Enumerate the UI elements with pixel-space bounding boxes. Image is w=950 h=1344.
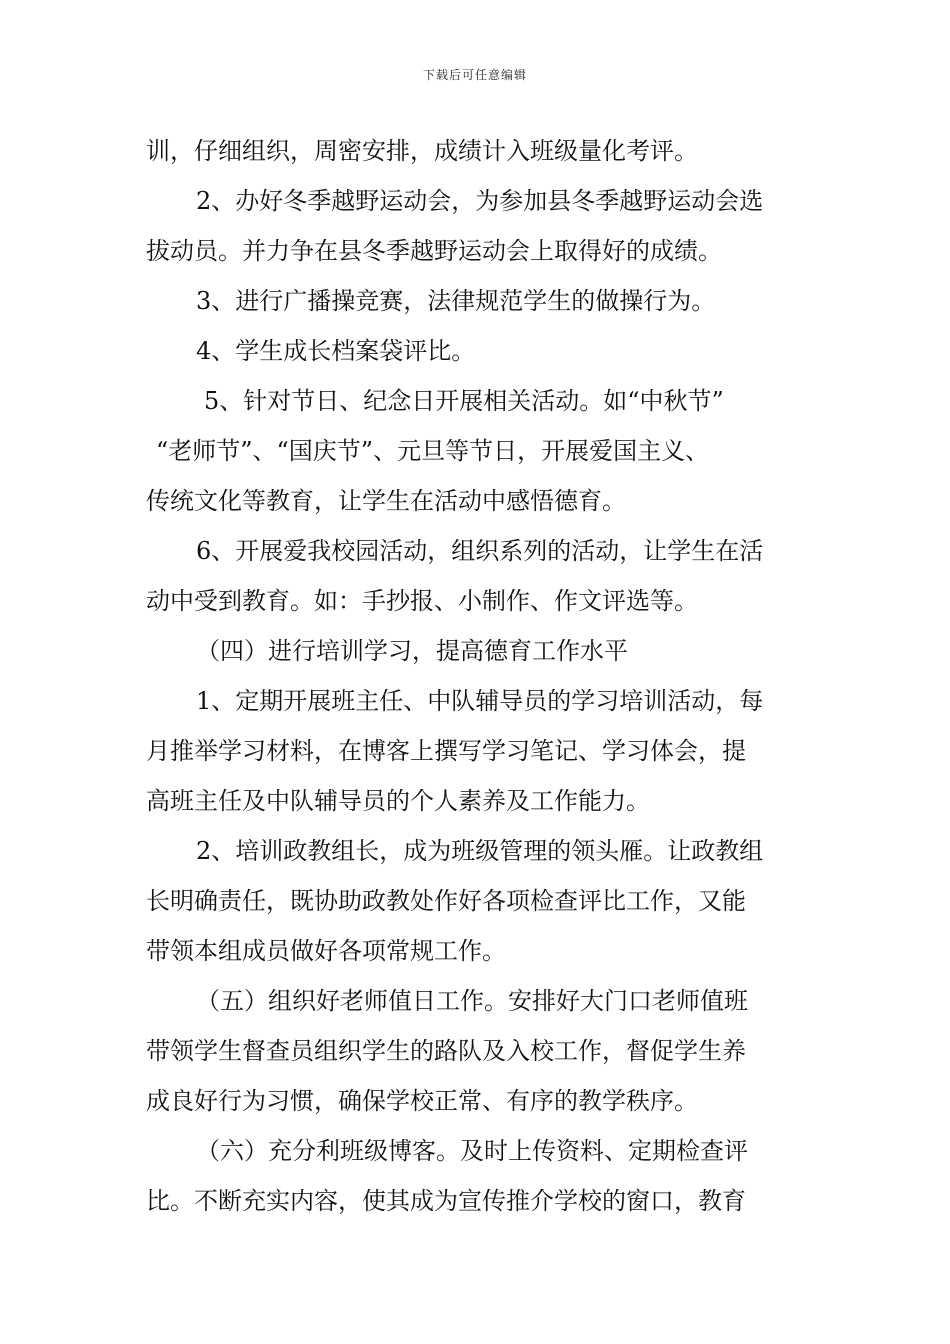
- text-line: 2、办好冬季越野运动会，为参加县冬季越野运动会选: [196, 187, 764, 215]
- text-line: 6、开展爱我校园活动，组织系列的活动，让学生在活: [196, 537, 764, 565]
- text-line: 传统文化等教育，让学生在活动中感悟德育。: [146, 487, 626, 515]
- text-line: 3、进行广播操竞赛，法律规范学生的做操行为。: [196, 287, 716, 315]
- text-line: 长明确责任，既协助政教处作好各项检查评比工作，又能: [146, 887, 746, 915]
- text-line: “老师节”、“国庆节”、元旦等节日，开展爱国主义、: [156, 437, 710, 465]
- text-line: 训，仔细组织，周密安排，成绩计入班级量化考评。: [146, 137, 698, 165]
- text-line: 动中受到教育。如：手抄报、小制作、作文评选等。: [146, 587, 698, 615]
- section-heading: （五）组织好老师值日工作。安排好大门口老师值班: [196, 987, 748, 1015]
- text-line: 4、学生成长档案袋评比。: [196, 337, 476, 365]
- section-heading: （四）进行培训学习，提高德育工作水平: [196, 637, 628, 665]
- text-line: 高班主任及中队辅导员的个人素养及工作能力。: [146, 787, 650, 815]
- text-line: 2、培训政教组长，成为班级管理的领头雁。让政教组: [196, 837, 764, 865]
- page-header-note: 下载后可任意编辑: [422, 68, 527, 82]
- text-line: 5、针对节日、纪念日开展相关活动。如“中秋节”: [204, 387, 724, 415]
- text-line: 比。不断充实内容，使其成为宣传推介学校的窗口，教育: [146, 1187, 746, 1215]
- document-body: [146, 126, 806, 1226]
- text-line: 拔动员。并力争在县冬季越野运动会上取得好的成绩。: [146, 237, 722, 265]
- text-line: 1、定期开展班主任、中队辅导员的学习培训活动，每: [196, 687, 764, 715]
- text-line: 带领本组成员做好各项常规工作。: [146, 937, 506, 965]
- section-heading: （六）充分利班级博客。及时上传资料、定期检查评: [196, 1137, 748, 1165]
- text-line: 月推举学习材料，在博客上撰写学习笔记、学习体会，提: [146, 737, 746, 765]
- text-line: 带领学生督查员组织学生的路队及入校工作，督促学生养: [146, 1037, 746, 1065]
- text-line: 成良好行为习惯，确保学校正常、有序的教学秩序。: [146, 1087, 698, 1115]
